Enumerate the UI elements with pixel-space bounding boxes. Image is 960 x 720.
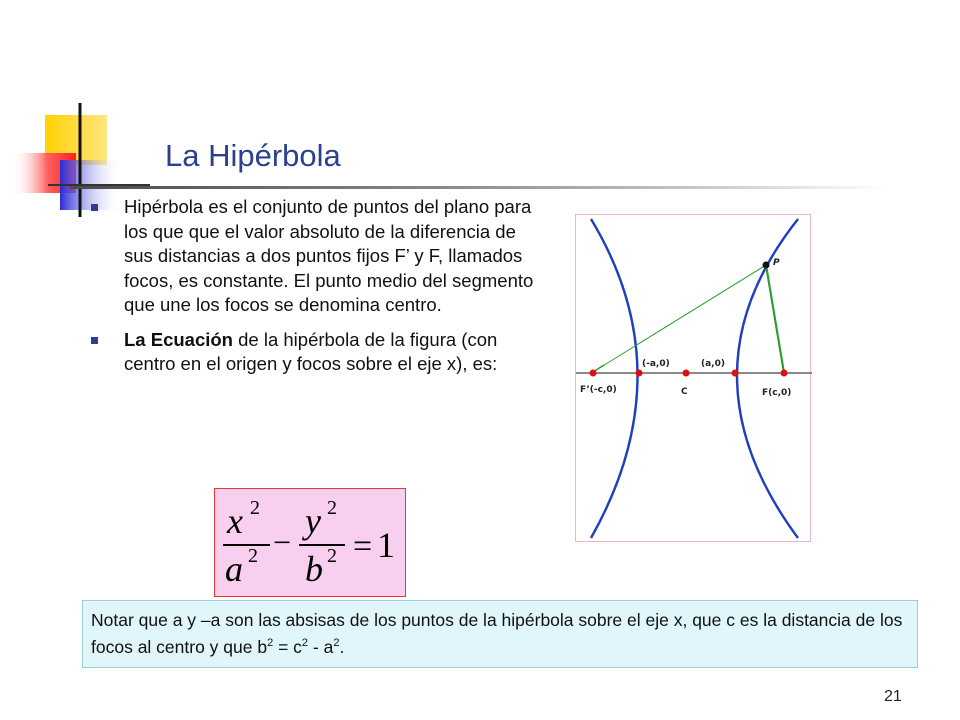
label-minus-a: (-a,0) [642,359,670,369]
bullet-equation [88,328,548,377]
label-f: F(c,0) [762,388,792,398]
point-p [763,262,770,269]
eq-exp-x: 2 [250,497,260,519]
hyperbola-left-branch [591,219,638,538]
note-box [82,600,918,668]
eq-den-b: b [305,549,323,589]
eq-one: 1 [377,525,395,565]
label-p: P [773,258,780,268]
eq-num-y: y [305,501,321,541]
slide-title: La Hipérbola [165,138,341,173]
segment-fprime-p [593,265,766,372]
hyperbola-equation [215,489,405,596]
note-text-4: . [339,637,345,657]
title-divider [70,186,890,189]
note-sup-c: 2 [301,637,309,650]
bullet-marker-icon [91,337,98,344]
bullet-equation-text: de la hipérbola de la figura (con centro en el origen y focos sobre el eje x), es: [124,328,498,374]
bullet-marker-icon [91,204,98,211]
point-center [683,370,690,377]
bullet-definition-text: Hipérbola es el conjunto de puntos del plano para los que que el valor absoluto de la diferencia de sus distancias a dos puntos fijos F’ y F, llamados focos, es constante. El punto medio del segmento que une los focos se denomina centro. [124,196,534,315]
eq-equals: = [353,528,373,565]
label-center: C [681,387,688,397]
page-number: 21 [884,688,902,705]
eq-num-x: x [227,501,243,541]
eq-exp-y: 2 [327,497,337,519]
eq-minus: − [273,524,292,560]
point-a [732,370,739,377]
point-minus-a [636,370,643,377]
note-sup-a: 2 [333,637,340,650]
segment-p-f [766,265,784,373]
point-f-prime [590,370,597,377]
note-text-1: Notar que a y –a son las absisas de los puntos de la hipérbola sobre el eje x, que c es la distancia de los focos al centro y que b [91,610,903,657]
note-text-2: = c [273,637,302,657]
eq-exp-b: 2 [327,545,337,567]
point-f [781,370,788,377]
bullet-equation-bold: La Ecuación [124,328,233,350]
hyperbola-figure [575,214,811,542]
eq-exp-a: 2 [248,545,258,567]
label-f-prime: F’(-c,0) [580,385,617,395]
bullet-list [88,195,548,387]
label-a: (a,0) [701,359,725,369]
eq-den-a: a [225,549,243,589]
note-sup-b: 2 [267,637,274,650]
note-text-3: - a [308,637,334,657]
equation-box [214,488,406,597]
bullet-definition [88,195,548,318]
